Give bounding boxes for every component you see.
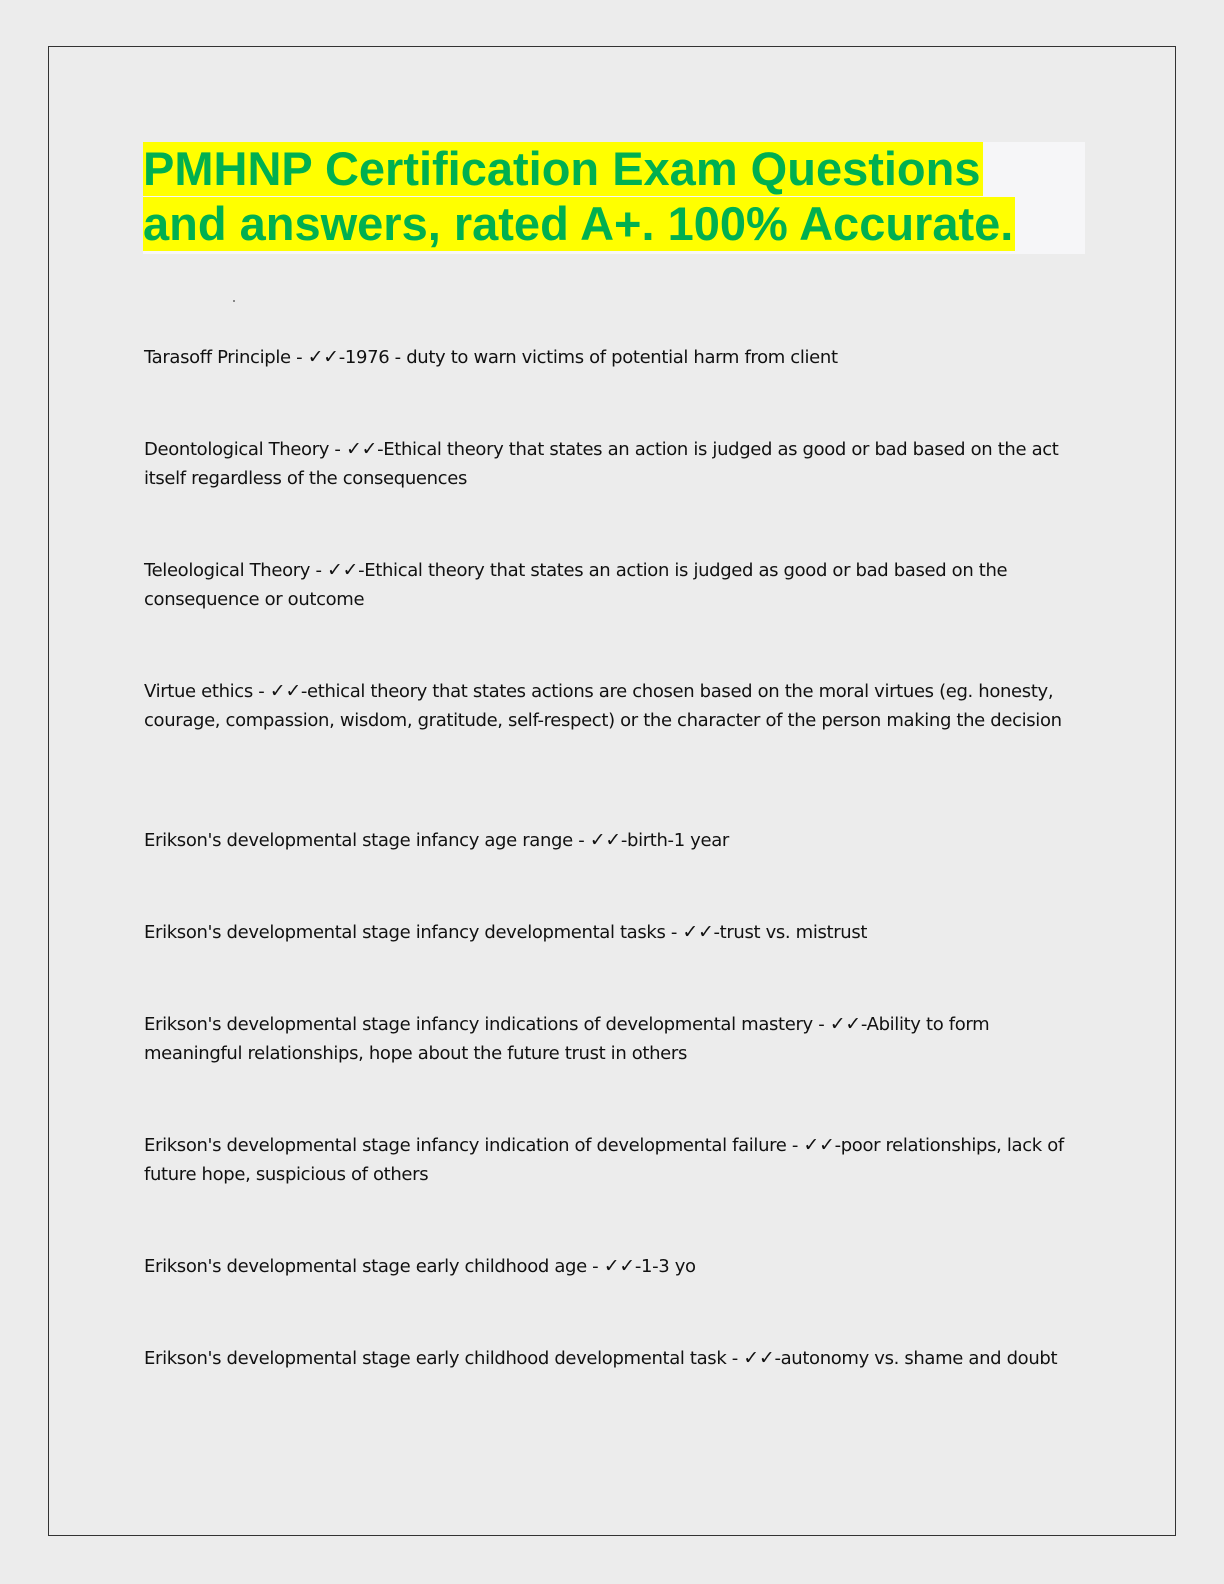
double-check-icon: ✓✓ — [743, 1347, 775, 1369]
qa-answer: -Ethical theory that states an action is judged as good or bad based on the act itself regardless of the consequences — [144, 439, 1059, 489]
qa-answer: -Ethical theory that states an action is judged as good or bad based on the consequence or outcome — [144, 560, 1008, 610]
qa-term: Virtue ethics — [144, 681, 253, 702]
qa-item-erikson-infancy-age: Erikson's developmental stage infancy age range - ✓✓-birth-1 year — [144, 829, 729, 851]
qa-term: Erikson's developmental stage early childhood age — [144, 1256, 587, 1277]
double-check-icon: ✓✓ — [682, 921, 714, 943]
qa-item-erikson-early-childhood-age: Erikson's developmental stage early childhood age - ✓✓-1-3 yo — [144, 1255, 696, 1277]
qa-term: Erikson's developmental stage infancy indications of developmental mastery — [144, 1014, 813, 1035]
qa-answer: -poor relationships, lack of future hope, suspicious of others — [144, 1135, 1064, 1185]
double-check-icon: ✓✓ — [603, 1255, 635, 1277]
title-line-1: PMHNP Certification Exam Questions — [143, 142, 981, 195]
double-check-icon: ✓✓ — [269, 680, 301, 702]
qa-term: Erikson's developmental stage infancy developmental tasks — [144, 922, 666, 943]
double-check-icon: ✓✓ — [803, 1134, 835, 1156]
double-check-icon: ✓✓ — [345, 438, 378, 460]
qa-item-teleological: Teleological Theory - ✓✓-Ethical theory that states an action is judged as good or bad based on the consequence or outcome — [144, 559, 1008, 610]
qa-answer: -Ability to form meaningful relationships, hope about the future trust in others — [144, 1014, 990, 1064]
qa-item-erikson-infancy-mastery: Erikson's developmental stage infancy indications of developmental mastery - ✓✓-Ability to form meaningful relationships, hope about the future trust in others — [144, 1013, 990, 1064]
double-check-icon: ✓✓ — [326, 559, 359, 581]
qa-answer: -birth-1 year — [620, 830, 729, 851]
qa-item-deontological: Deontological Theory - ✓✓-Ethical theory that states an action is judged as good or bad based on the act itself regardless of the consequences — [144, 438, 1059, 489]
qa-term: Deontological Theory — [144, 439, 330, 460]
qa-term: Teleological Theory — [144, 560, 311, 581]
qa-answer: -autonomy vs. shame and doubt — [774, 1348, 1058, 1369]
qa-item-erikson-infancy-failure: Erikson's developmental stage infancy indication of developmental failure - ✓✓-poor relationships, lack of future hope, suspicious of others — [144, 1134, 1064, 1185]
qa-item-tarasoff: Tarasoff Principle - ✓✓-1976 - duty to warn victims of potential harm from client — [144, 346, 838, 368]
qa-item-erikson-early-childhood-task: Erikson's developmental stage early childhood developmental task - ✓✓-autonomy vs. shame and doubt — [144, 1347, 1058, 1369]
qa-answer: -1976 - duty to warn victims of potential harm from client — [338, 347, 838, 368]
page-border — [48, 46, 1176, 1536]
qa-term: Erikson's developmental stage early childhood developmental task — [144, 1348, 727, 1369]
qa-term: Tarasoff Principle — [144, 347, 291, 368]
title-line-2: and answers, rated A+. 100% Accurate. — [143, 197, 1014, 250]
qa-term: Erikson's developmental stage infancy indication of developmental failure — [144, 1135, 787, 1156]
qa-item-erikson-infancy-tasks: Erikson's developmental stage infancy developmental tasks - ✓✓-trust vs. mistrust — [144, 921, 868, 943]
stray-dot — [233, 300, 235, 302]
qa-answer: -trust vs. mistrust — [713, 922, 868, 943]
qa-term: Erikson's developmental stage infancy age range — [144, 830, 573, 851]
double-check-icon: ✓✓ — [589, 829, 621, 851]
qa-answer: -1-3 yo — [634, 1256, 696, 1277]
qa-answer: -ethical theory that states actions are chosen based on the moral virtues (eg. honesty, courage, compassion, wisdom, gratitude, self-respect) or the character of the person making the decision — [144, 681, 1062, 731]
qa-item-virtue-ethics: Virtue ethics - ✓✓-ethical theory that states actions are chosen based on the moral virtues (eg. honesty, courage, compassion, wisdom, gratitude, self-respect) or the character of the person making the decision — [144, 680, 1062, 731]
document-title — [143, 142, 1085, 254]
double-check-icon: ✓✓ — [829, 1013, 861, 1035]
double-check-icon: ✓✓ — [307, 346, 339, 368]
